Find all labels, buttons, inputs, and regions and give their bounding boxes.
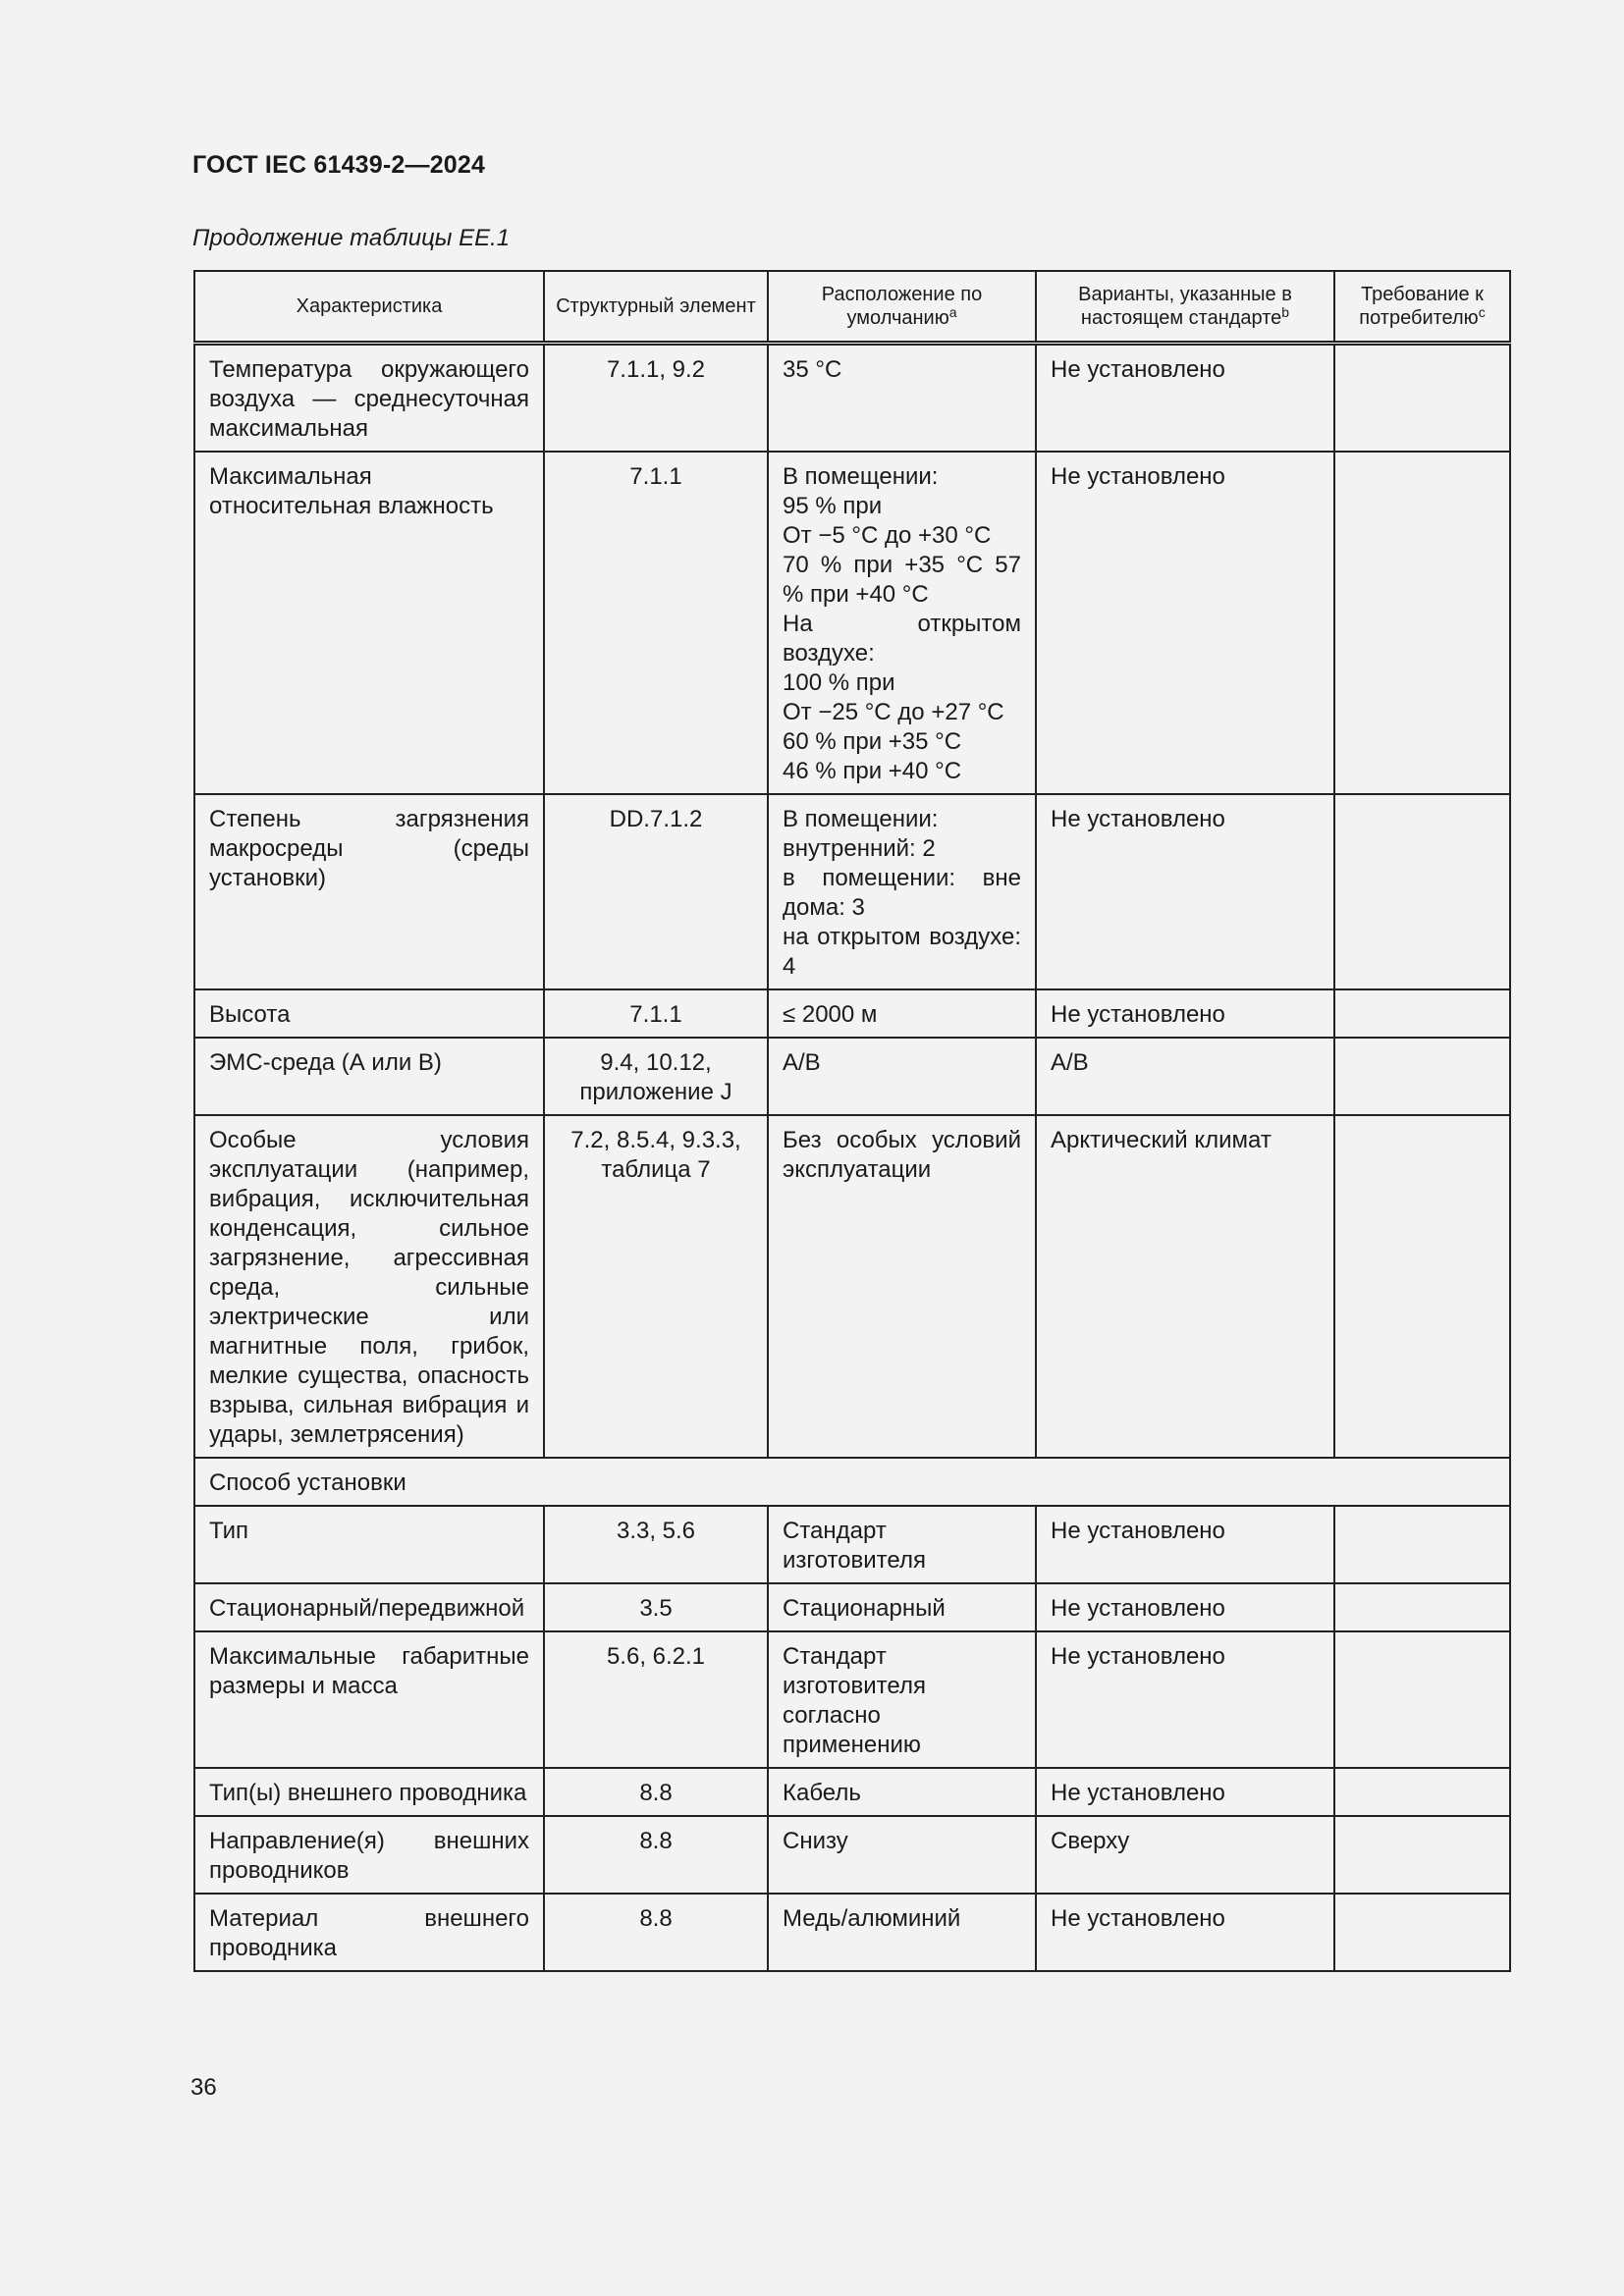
table-row	[194, 1115, 1510, 1458]
requirement-cell	[1334, 1038, 1510, 1115]
default-cell	[768, 1631, 1036, 1768]
default-line: Без особых условий эксплуатации	[783, 1127, 1021, 1183]
element-cell: 8.8	[544, 1768, 768, 1816]
default-line: Кабель	[783, 1780, 861, 1806]
default-line: 60 % при +35 °С	[783, 728, 962, 755]
element-cell: 7.1.1	[544, 452, 768, 794]
table-row	[194, 452, 1510, 794]
default-line: От −5 °С до +30 °С	[783, 522, 992, 549]
variants-cell: Не установлено	[1036, 794, 1334, 989]
element-cell: 3.3, 5.6	[544, 1506, 768, 1583]
table-row	[194, 1038, 1510, 1115]
element-cell: 7.1.1, 9.2	[544, 344, 768, 453]
header-element: Структурный элемент	[544, 271, 768, 344]
characteristic-cell: Температура окружающего воздуха — среднесуточная максимальная	[194, 344, 544, 453]
group-row	[194, 1458, 1510, 1506]
default-cell	[768, 1768, 1036, 1816]
page-number: 36	[190, 2074, 217, 2101]
group-label: Способ установки	[194, 1458, 1510, 1506]
default-line: В помещении:	[783, 806, 939, 832]
requirement-cell	[1334, 452, 1510, 794]
requirement-cell	[1334, 1816, 1510, 1894]
table-row	[194, 1768, 1510, 1816]
characteristic-cell: Максимальная относительная влажность	[194, 452, 544, 794]
requirement-cell	[1334, 1894, 1510, 1971]
document-header: ГОСТ IEC 61439-2—2024	[192, 151, 486, 179]
characteristic-cell: Особые условия эксплуатации (например, вибрация, исключительная конденсация, сильное загрязнение, агрессивная среда, сильные электрические или магнитные поля, грибок, мелкие существа, опасность взрыва, сильная вибрация и удары, землетрясения)	[194, 1115, 544, 1458]
default-line: От −25 °С до +27 °С	[783, 699, 1004, 725]
variants-cell: Не установлено	[1036, 452, 1334, 794]
table-row	[194, 344, 1510, 453]
header-variants: Варианты, указанные в настоящем стандарте$^b$	[1036, 271, 1334, 344]
variants-cell: Арктический климат	[1036, 1115, 1334, 1458]
variants-cell: Не установлено	[1036, 1768, 1334, 1816]
default-cell	[768, 1506, 1036, 1583]
default-line: 100 % при	[783, 669, 895, 696]
default-line: на открытом воздухе: 4	[783, 924, 1021, 980]
variants-cell: Не установлено	[1036, 344, 1334, 453]
element-cell: 7.2, 8.5.4, 9.3.3, таблица 7	[544, 1115, 768, 1458]
default-line: внутренний: 2	[783, 835, 936, 862]
table-row	[194, 1631, 1510, 1768]
table-row	[194, 989, 1510, 1038]
requirement-cell	[1334, 1506, 1510, 1583]
default-cell	[768, 1583, 1036, 1631]
default-line: Медь/алюминий	[783, 1905, 961, 1932]
variants-cell: Сверху	[1036, 1816, 1334, 1894]
default-line: 35 °С	[783, 356, 842, 383]
default-cell	[768, 452, 1036, 794]
characteristic-cell: Максимальные габаритные размеры и масса	[194, 1631, 544, 1768]
table-row	[194, 1506, 1510, 1583]
table-header-row	[194, 271, 1510, 344]
default-cell	[768, 989, 1036, 1038]
requirement-cell	[1334, 1583, 1510, 1631]
element-cell: 3.5	[544, 1583, 768, 1631]
header-requirement: Требование к потребителю$^c$	[1334, 271, 1510, 344]
table-row	[194, 1816, 1510, 1894]
default-line: 46 % при +40 °С	[783, 758, 962, 784]
requirement-cell	[1334, 1768, 1510, 1816]
variants-cell: Не установлено	[1036, 989, 1334, 1038]
variants-cell: Не установлено	[1036, 1506, 1334, 1583]
default-cell	[768, 794, 1036, 989]
table-row	[194, 1583, 1510, 1631]
default-cell	[768, 1115, 1036, 1458]
default-line: ≤ 2000 м	[783, 1001, 878, 1028]
requirement-cell	[1334, 1631, 1510, 1768]
default-line: А/В	[783, 1049, 821, 1076]
default-line: 95 % при	[783, 493, 883, 519]
element-cell: 5.6, 6.2.1	[544, 1631, 768, 1768]
element-cell: DD.7.1.2	[544, 794, 768, 989]
default-line: в помещении: вне дома: 3	[783, 865, 1021, 921]
requirements-table	[193, 270, 1511, 1972]
characteristic-cell: Стационарный/передвижной	[194, 1583, 544, 1631]
default-line: Стационарный	[783, 1595, 946, 1622]
table-caption: Продолжение таблицы ЕЕ.1	[192, 225, 511, 251]
element-cell: 9.4, 10.12, приложение J	[544, 1038, 768, 1115]
default-cell	[768, 1816, 1036, 1894]
default-line: На открытом воздухе:	[783, 611, 1021, 667]
variants-cell: Не установлено	[1036, 1631, 1334, 1768]
requirement-cell	[1334, 1115, 1510, 1458]
header-characteristic: Характеристика	[194, 271, 544, 344]
characteristic-cell: Материал внешнего проводника	[194, 1894, 544, 1971]
default-line: В помещении:	[783, 463, 939, 490]
element-cell: 7.1.1	[544, 989, 768, 1038]
default-line: 70 % при +35 °С 57 % при +40 °С	[783, 552, 1021, 608]
table-row	[194, 794, 1510, 989]
variants-cell: Не установлено	[1036, 1583, 1334, 1631]
default-line: Стандарт изготовителя	[783, 1518, 926, 1574]
characteristic-cell: Тип	[194, 1506, 544, 1583]
requirement-cell	[1334, 989, 1510, 1038]
default-line: Снизу	[783, 1828, 848, 1854]
element-cell: 8.8	[544, 1816, 768, 1894]
default-cell	[768, 344, 1036, 453]
element-cell: 8.8	[544, 1894, 768, 1971]
characteristic-cell: Направление(я) внешних проводников	[194, 1816, 544, 1894]
characteristic-cell: Высота	[194, 989, 544, 1038]
variants-cell: А/В	[1036, 1038, 1334, 1115]
characteristic-cell: Степень загрязнения макросреды (среды установки)	[194, 794, 544, 989]
default-cell	[768, 1894, 1036, 1971]
header-default: Расположение по умолчанию$^a$	[768, 271, 1036, 344]
requirement-cell	[1334, 344, 1510, 453]
table-row	[194, 1894, 1510, 1971]
default-line: Стандарт изготовителя согласно применению	[783, 1643, 926, 1758]
default-cell	[768, 1038, 1036, 1115]
characteristic-cell: ЭМС-среда (А или В)	[194, 1038, 544, 1115]
characteristic-cell: Тип(ы) внешнего проводника	[194, 1768, 544, 1816]
variants-cell: Не установлено	[1036, 1894, 1334, 1971]
requirement-cell	[1334, 794, 1510, 989]
